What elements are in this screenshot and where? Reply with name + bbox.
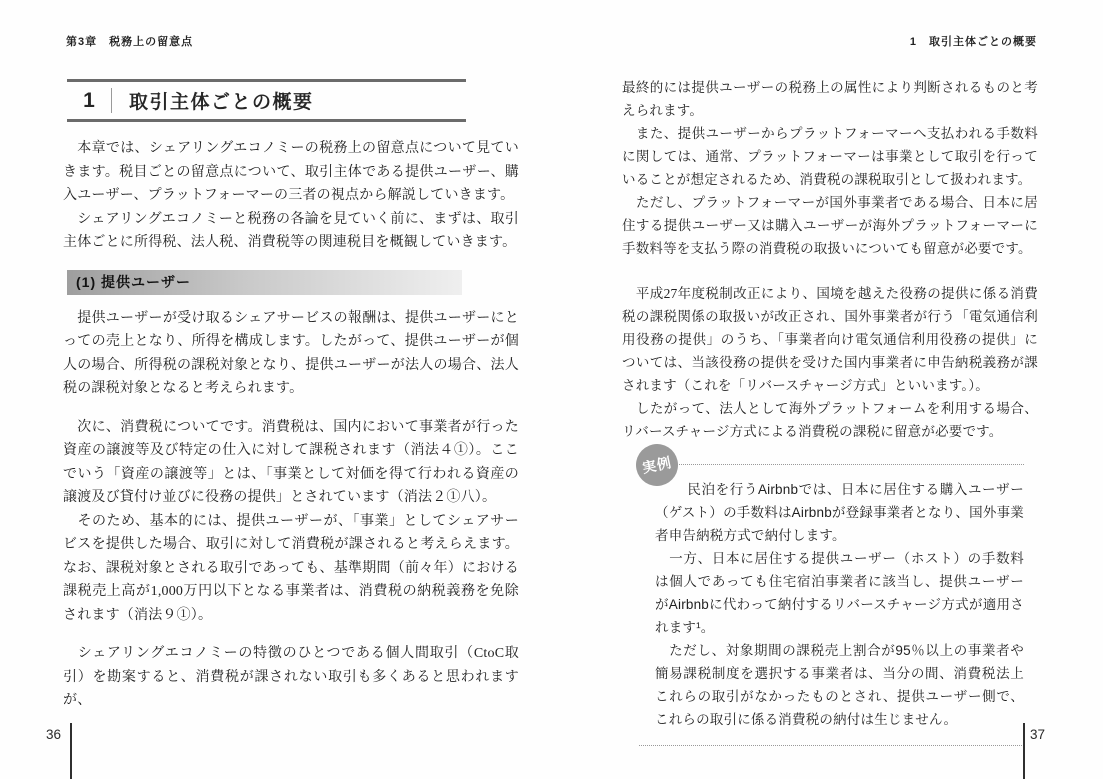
paragraph: 提供ユーザーが受け取るシェアサービスの報酬は、提供ユーザーにとっての売上となり、所得を構成します。したがって、提供ユーザーが個人の場合、所得税の課税対象となり、提供ユーザーが法人の場合、法人税の課税対象となると考えられます。 [63,310,519,396]
paragraph: 最終的には提供ユーザーの税務上の属性により判断されるものと考えられます。 [622,80,1038,118]
page-corner-rule-right [1023,723,1025,779]
page-corner-rule-left [70,723,72,779]
example-badge: 実例 [632,440,682,490]
section-heading-number: 1 [83,88,95,112]
page-number-left: 36 [46,727,62,742]
paragraph: 一方、日本に居住する提供ユーザー（ホスト）の手数料は個人であっても住宅宿泊事業者に該当し、提供ユーザーがAirbnbに代わって納付するリバースチャージ方式が適用されます¹。 [655,551,1024,635]
paragraph: シェアリングエコノミーの特徴のひとつである個人間取引（CtoC取引）を勘案すると、消費税が課されない取引も多くあると思われますが、 [63,646,519,708]
section-heading-block [67,79,466,122]
paragraph: ただし、対象期間の課税売上割合が95％以上の事業者や簡易課税制度を選択する事業者は、当分の間、消費税法上これらの取引がなかったものとされ、提供ユーザー側で、これらの取引に係る消費税の納付は生じません。 [655,643,1024,727]
section-heading-title: 取引主体ごとの概要 [129,92,314,113]
example-callout-box [639,453,1024,746]
paragraph: 次に、消費税についてです。消費税は、国内において事業者が行った資産の譲渡等及び特定の仕入に対して課税されます（消法４①）。ここでいう「資産の譲渡等」とは、「事業として対価を得て行われる資産の譲渡及び貸付け並びに役務の提供」とされています（消法２①八）。 [63,419,519,505]
paragraph: 本章では、シェアリングエコノミーの税務上の留意点について見ていきます。税目ごとの留意点について、取引主体である提供ユーザー、購入ユーザー、プラットフォーマーの三者の視点から解説していきます。 [63,141,519,203]
paragraph: したがって、法人として海外プラットフォームを利用する場合、リバースチャージ方式による消費税の課税に留意が必要です。 [622,401,1038,439]
paragraph: 平成27年度税制改正により、国境を越えた役務の提供に係る消費税の課税関係の取扱いが改正され、国外事業者が行う「電気通信利用役務の提供」のうち、「事業者向け電気通信利用役務の提供」については、当該役務の提供を受けた国内事業者に申告納税義務が課されます（これを「リバースチャージ方式」といいます。）。 [622,286,1038,393]
running-header-right: 1 取引主体ごとの概要 [909,36,1037,48]
running-header-left: 第3章 税務上の留意点 [66,36,194,48]
left-page-body [63,137,519,713]
right-page-body [622,76,1038,746]
heading-separator-rule [111,88,112,113]
page-number-right: 37 [1030,727,1046,742]
paragraph: 民泊を行うAirbnbでは、日本に居住する購入ユーザー（ゲスト）の手数料はAirbnbが登録事業者となり、国外事業者申告納税方式で納付します。 [655,482,1024,543]
paragraph: また、提供ユーザーからプラットフォーマーへ支払われる手数料に関しては、通常、プラットフォーマーは事業として取引を行っていることが想定されるため、消費税の課税取引として扱われます。 [622,126,1038,187]
paragraph: ただし、プラットフォーマーが国外事業者である場合、日本に居住する提供ユーザー又は購入ユーザーが海外プラットフォーマーに手数料等を支払う際の消費税の取扱いについても留意が必要です。 [622,195,1038,256]
paragraph: シェアリングエコノミーと税務の各論を見ていく前に、まずは、取引主体ごとに所得税、法人税、消費税等の関連税目を概観していきます。 [63,211,519,250]
paragraph: そのため、基本的には、提供ユーザーが、「事業」としてシェアサービスを提供した場合、取引に対して消費税が課されると考えらえます。なお、課税対象とされる取引であっても、基準期間（前々年）における課税売上高が1,000万円以下となる事業者は、消費税の納税義務を免除されます（消法９①）。 [63,513,519,623]
subsection-header-bar: (1) 提供ユーザー [67,270,462,295]
